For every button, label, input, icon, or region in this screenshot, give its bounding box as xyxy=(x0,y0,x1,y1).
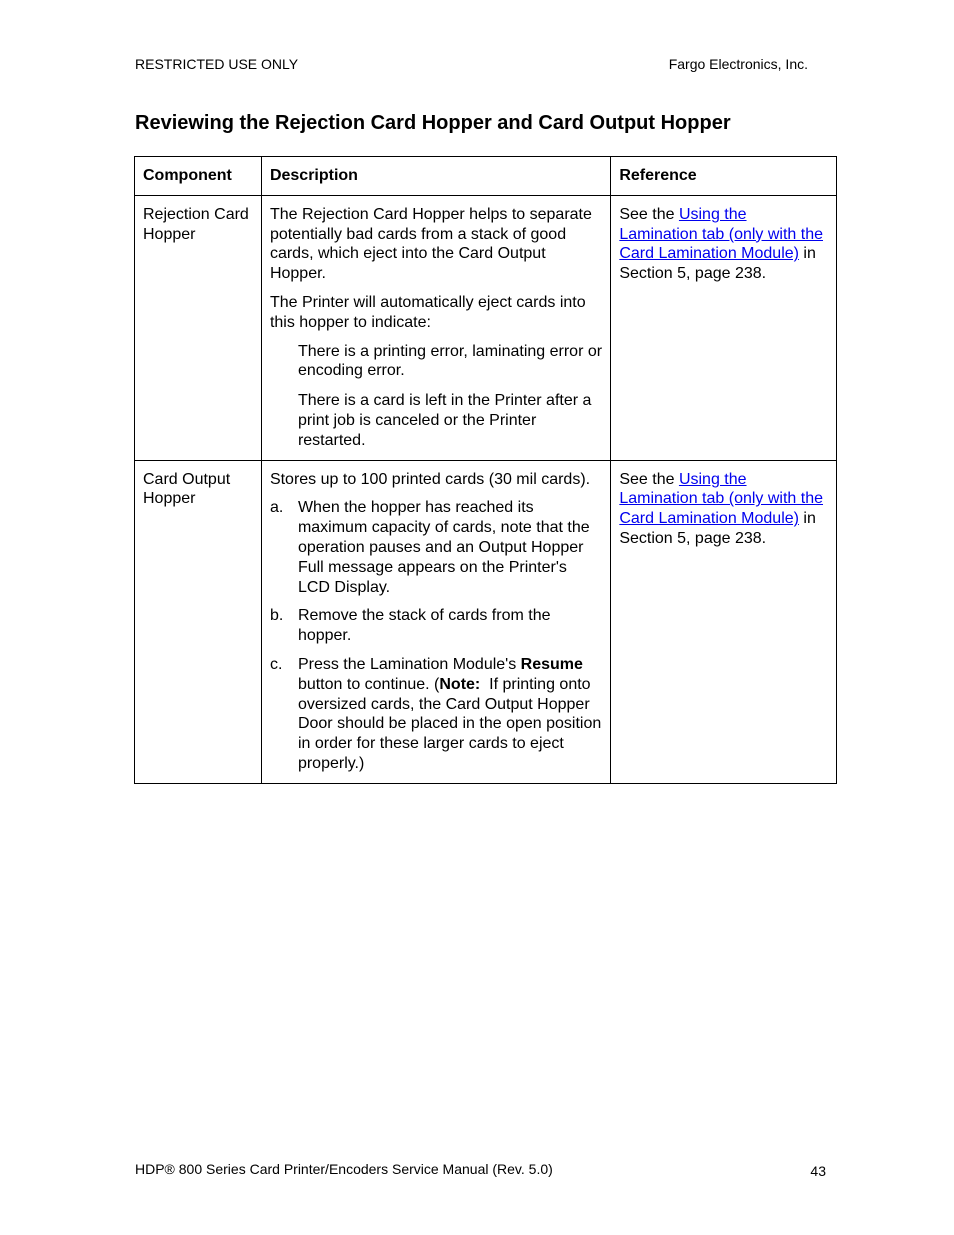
list-item xyxy=(270,498,602,597)
description-cell xyxy=(261,195,610,460)
step-letter: b. xyxy=(269,607,284,625)
step-text: Remove the stack of cards from the hopper. xyxy=(297,607,551,645)
note-label: Note: xyxy=(439,675,481,693)
step-text: If printing onto oversized cards, the Card Output Hopper Door should be placed in the open position in order for these larger cards to eject properly.) xyxy=(297,675,606,772)
header-component: Component xyxy=(135,157,262,196)
table-header-row xyxy=(135,157,837,196)
list-item xyxy=(269,655,606,774)
reference-cell xyxy=(611,195,837,460)
header-company-name: Fargo Electronics, Inc. xyxy=(668,56,808,72)
component-name: Card Output Hopper xyxy=(143,470,231,508)
description-cell xyxy=(261,460,610,783)
reference-prefix: See the xyxy=(619,470,679,488)
reference-cell xyxy=(611,460,837,783)
lamination-tab-link[interactable]: Using the Lamination tab (only with the Card Lamination Module) xyxy=(619,205,823,263)
step-text: button to continue. ( xyxy=(297,675,440,693)
footer-manual-title: HDP® 800 Series Card Printer/Encoders Service Manual (Rev. 5.0) xyxy=(135,1161,553,1177)
list-item xyxy=(270,606,602,646)
list-item: There is a card is left in the Printer after a print job is canceled or the Printer restarted. xyxy=(297,392,592,449)
reference-suffix: in Section 5, page 238. xyxy=(619,245,816,283)
step-text: When the hopper has reached its maximum capacity of cards, note that the operation pauses and an Output Hopper Full message appears on the Printer's LCD Display. xyxy=(297,499,590,596)
page-title: Reviewing the Rejection Card Hopper and Card Output Hopper xyxy=(135,112,731,134)
reference-suffix: in Section 5, page 238. xyxy=(619,510,816,547)
description-paragraph: Stores up to 100 printed cards (30 mil cards). xyxy=(269,470,591,488)
header-reference: Reference xyxy=(611,157,837,196)
lamination-tab-link[interactable]: Using the Lamination tab (only with the Card Lamination Module) xyxy=(619,470,823,528)
component-name: Rejection Card Hopper xyxy=(143,205,249,243)
resume-button-name: Resume xyxy=(520,655,583,673)
page-number: 43 xyxy=(810,1163,826,1179)
component-cell xyxy=(135,460,262,783)
step-text: Press the Lamination Module's xyxy=(297,655,521,673)
hopper-table xyxy=(134,156,837,784)
header-description: Description xyxy=(261,157,610,196)
component-cell xyxy=(135,195,262,460)
reference-prefix: See the xyxy=(619,205,679,223)
table-row xyxy=(135,460,837,783)
step-letter: a. xyxy=(269,499,284,517)
table-row xyxy=(135,195,837,460)
description-paragraph: The Printer will automatically eject cards into this hopper to indicate: xyxy=(269,293,586,331)
header-restricted-notice: RESTRICTED USE ONLY xyxy=(135,56,299,72)
list-item: There is a printing error, laminating error or encoding error. xyxy=(297,342,603,380)
description-paragraph: The Rejection Card Hopper helps to separate potentially bad cards from a stack of good cards, which eject into the Card Output Hopper. xyxy=(269,205,592,283)
step-letter: c. xyxy=(269,655,283,673)
